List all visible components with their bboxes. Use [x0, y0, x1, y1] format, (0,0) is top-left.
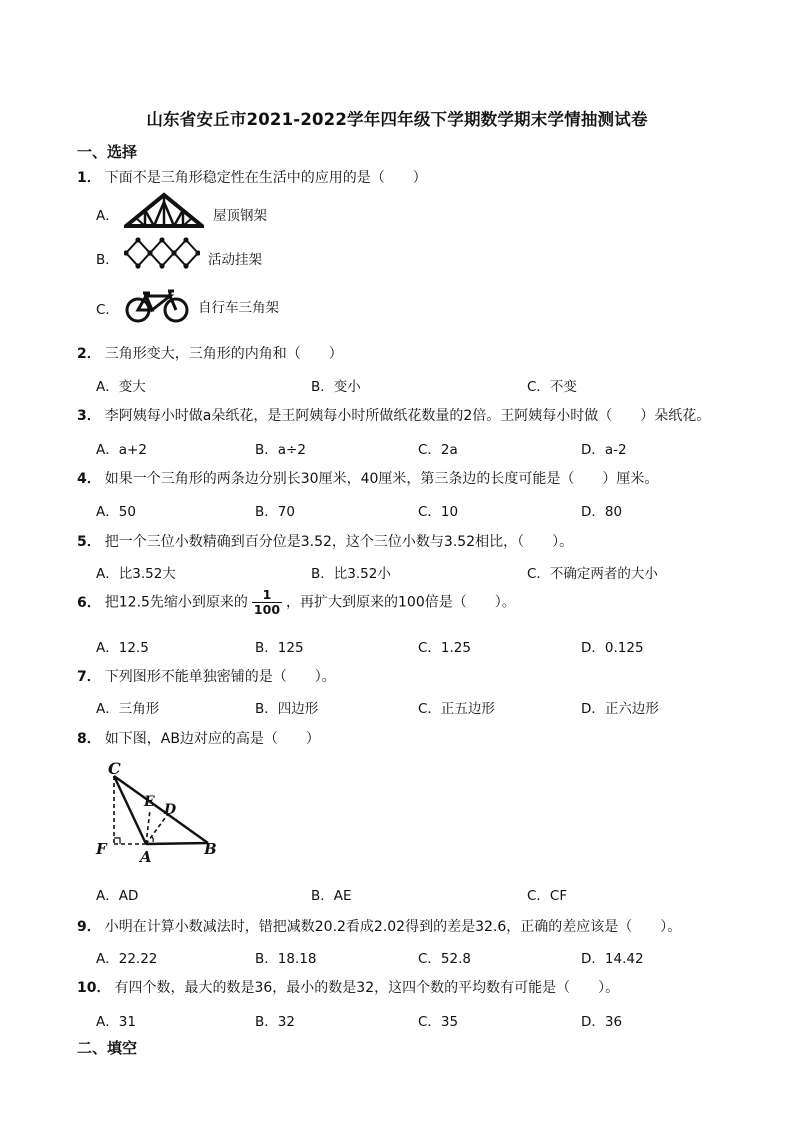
section-choice-heading: 一、选择	[77, 143, 138, 161]
option-text: 活动挂架	[208, 252, 262, 268]
question-number: 10．	[77, 980, 111, 996]
option-label: C．	[96, 302, 119, 318]
segment-cb	[114, 776, 208, 843]
q2-option-c[interactable]: C．不变	[527, 379, 577, 395]
question-2	[77, 343, 343, 363]
question-6	[77, 588, 516, 617]
segment-ad	[146, 814, 168, 844]
angle-mark-a	[151, 836, 153, 842]
q8-option-b[interactable]: B．AE	[311, 888, 352, 904]
question-text: 如下图，AB边对应的高是（ ）	[104, 731, 320, 747]
option-text: 屋顶钢架	[213, 208, 267, 224]
question-number: 5．	[77, 534, 101, 550]
question-text: 把一个三位小数精确到百分位是3.52，这个三位小数与3.52相比，（ ）。	[104, 534, 574, 550]
q5-option-b[interactable]: B．比3.52小	[311, 566, 391, 582]
q9-option-a[interactable]: A．22.22	[96, 951, 158, 967]
question-text-before: 把12.5先缩小到原来的	[104, 594, 248, 611]
label-a: A	[140, 848, 152, 864]
question-8	[77, 728, 320, 748]
question-number: 2．	[77, 346, 101, 362]
question-number: 4．	[77, 471, 101, 487]
q7-option-c[interactable]: C．正五边形	[418, 701, 495, 717]
fraction	[252, 588, 282, 617]
q3-option-d[interactable]: D．a-2	[581, 442, 627, 458]
right-angle-f	[114, 838, 120, 844]
question-10	[77, 977, 619, 997]
option-text: 自行车三角架	[198, 300, 279, 316]
q4-option-a[interactable]: A．50	[96, 504, 136, 520]
q5-option-c[interactable]: C．不确定两者的大小	[527, 566, 658, 582]
q6-option-a[interactable]: A．12.5	[96, 640, 149, 656]
question-text: 小明在计算小数减法时，错把减数20.2看成2.02得到的差是32.6，正确的差应该是（ ）。	[104, 919, 682, 935]
bicycle-icon	[124, 286, 190, 324]
q8-option-c[interactable]: C．CF	[527, 888, 568, 904]
q9-option-c[interactable]: C．52.8	[418, 951, 471, 967]
option-label: A．	[96, 208, 119, 224]
q8-option-a[interactable]: A．AD	[96, 888, 139, 904]
label-f: F	[96, 840, 107, 858]
question-1	[77, 167, 427, 187]
question-number: 9．	[77, 919, 101, 935]
question-text-after: ，再扩大到原来的100倍是（ ）。	[286, 594, 516, 611]
fraction-numerator: 1	[252, 588, 282, 603]
q10-option-b[interactable]: B．32	[255, 1014, 295, 1030]
question-text: 如果一个三角形的两条边分别长30厘米，40厘米，第三条边的长度可能是（ ）厘米。	[104, 471, 659, 487]
q10-option-d[interactable]: D．36	[581, 1014, 623, 1030]
q3-option-a[interactable]: A．a+2	[96, 442, 147, 458]
q7-option-b[interactable]: B．四边形	[255, 701, 319, 717]
exam-title: 山东省安丘市2021-2022学年四年级下学期数学期末学情抽测试卷	[146, 110, 648, 129]
question-text: 李阿姨每小时做a朵纸花，是王阿姨每小时所做纸花数量的2倍。王阿姨每小时做（ ）朵纸花。	[104, 408, 711, 424]
q2-option-a[interactable]: A．变大	[96, 379, 146, 395]
q3-option-b[interactable]: B．a÷2	[255, 442, 306, 458]
q5-option-a[interactable]: A．比3.52大	[96, 566, 176, 582]
question-number: 7．	[77, 669, 101, 685]
question-3	[77, 405, 710, 425]
q10-option-a[interactable]: A．31	[96, 1014, 136, 1030]
question-number: 8．	[77, 731, 101, 747]
question-5	[77, 531, 573, 551]
question-text: 下列图形不能单独密铺的是（ ）。	[104, 669, 336, 685]
q3-option-c[interactable]: C．2a	[418, 442, 458, 458]
question-number: 1．	[77, 170, 101, 186]
q4-option-c[interactable]: C．10	[418, 504, 459, 520]
label-e: E	[144, 794, 155, 810]
q6-option-b[interactable]: B．125	[255, 640, 304, 656]
q4-option-d[interactable]: D．80	[581, 504, 623, 520]
q9-option-d[interactable]: D．14.42	[581, 951, 644, 967]
question-text: 下面不是三角形稳定性在生活中的应用的是（ ）	[104, 170, 427, 186]
triangle-figure	[94, 758, 224, 864]
q7-option-a[interactable]: A．三角形	[96, 701, 160, 717]
segment-ab	[146, 843, 208, 844]
question-4	[77, 468, 658, 488]
label-b: B	[204, 840, 217, 858]
fraction-denominator: 100	[253, 602, 281, 617]
q6-option-c[interactable]: C．1.25	[418, 640, 471, 656]
question-text: 有四个数，最大的数是36，最小的数是32，这四个数的平均数有可能是（ ）。	[114, 980, 620, 996]
q4-option-b[interactable]: B．70	[255, 504, 295, 520]
roof-truss-icon	[124, 192, 204, 230]
q10-option-c[interactable]: C．35	[418, 1014, 459, 1030]
question-text: 三角形变大，三角形的内角和（ ）	[104, 346, 343, 362]
label-d: D	[164, 802, 177, 818]
question-number: 6．	[77, 594, 101, 611]
question-9	[77, 916, 681, 936]
q9-option-b[interactable]: B．18.18	[255, 951, 317, 967]
segment-ae	[146, 810, 150, 844]
q6-option-d[interactable]: D．0.125	[581, 640, 644, 656]
section-fill-heading: 二、填空	[77, 1039, 138, 1057]
label-c: C	[108, 759, 121, 778]
question-7	[77, 666, 336, 686]
option-label: B．	[96, 252, 119, 268]
folding-rack-icon	[124, 236, 200, 270]
q7-option-d[interactable]: D．正六边形	[581, 701, 659, 717]
question-number: 3．	[77, 408, 101, 424]
q2-option-b[interactable]: B．变小	[311, 379, 361, 395]
